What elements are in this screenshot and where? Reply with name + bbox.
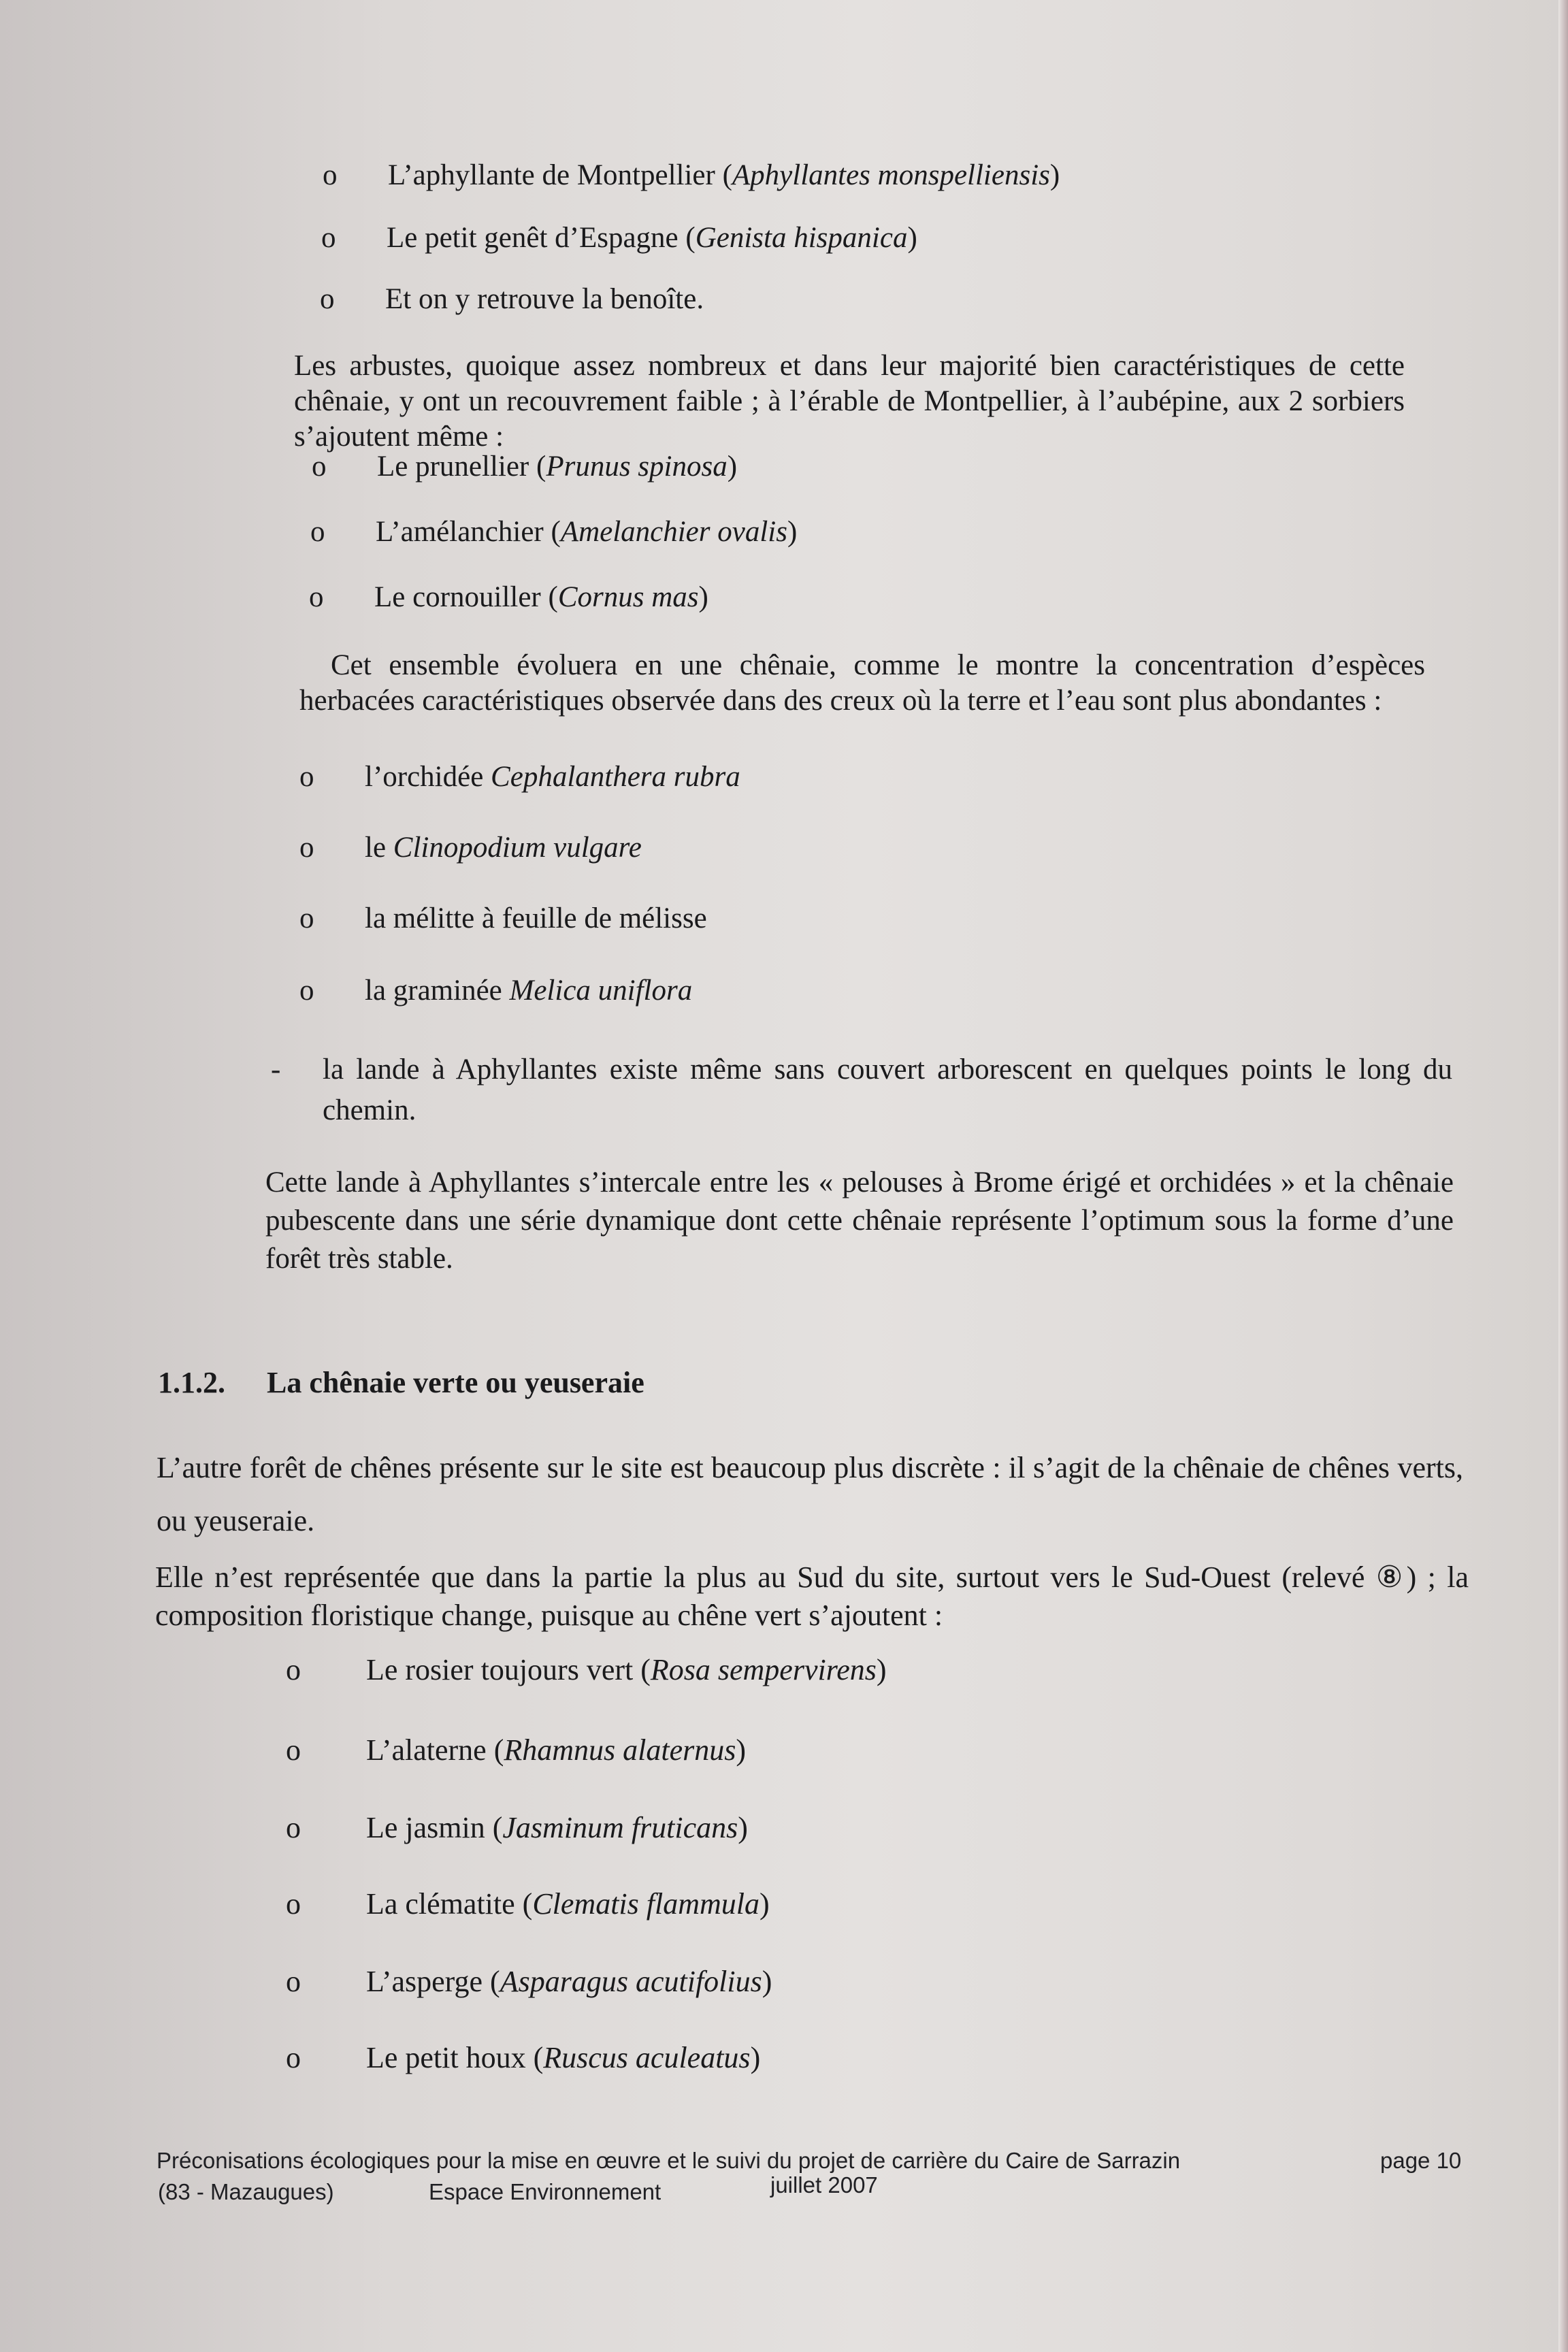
bullet-marker: o [310, 516, 325, 548]
bullet-marker: o [299, 832, 314, 864]
dash-marker: - [271, 1054, 281, 1085]
list-item: o L’alaterne (Rhamnus alaternus) [286, 1733, 747, 1767]
list-item: o Le petit houx (Ruscus aculeatus) [286, 2041, 761, 2074]
bullet-marker: o [299, 761, 314, 793]
list-item: o Et on y retrouve la benoîte. [320, 282, 704, 317]
bullet-marker: o [321, 222, 336, 254]
bullet-marker: o [286, 2041, 301, 2074]
list-item: o L’amélanchier (Amelanchier ovalis) [310, 514, 797, 550]
list-item: o la mélitte à feuille de mélisse [299, 901, 707, 936]
bullet-marker: o [286, 1965, 301, 1998]
paragraph: Cette lande à Aphyllantes s’intercale entre les « pelouses à Brome érigé et orchidées » et la chênaie pubescente dans une série dynamique dont cette chênaie représente l’optimum sous la forme d’une forêt très stable. [265, 1166, 1454, 1275]
bullet-marker: o [309, 581, 324, 613]
paragraph: Cet ensemble évoluera en une chênaie, comme le montre la concentration d’espèces herbacées caractéristiques observée dans des creux où la terre et l’eau sont plus abondantes : [299, 649, 1425, 717]
footer-organization: Espace Environnement [429, 2179, 662, 2204]
list-item: o Le petit genêt d’Espagne (Genista hispanica) [321, 220, 917, 256]
list-item: o Le rosier toujours vert (Rosa sempervirens) [286, 1653, 887, 1686]
list-item: o L’asperge (Asparagus acutifolius) [286, 1965, 772, 1998]
footer-date: juillet 2007 [770, 2172, 878, 2198]
list-item: o Le cornouiller (Cornus mas) [309, 580, 708, 615]
footer-title: Préconisations écologiques pour la mise en œuvre et le suivi du projet de carrière du Caire de Sarrazin [157, 2148, 1181, 2173]
bullet-marker: o [299, 902, 314, 934]
page-number: page 10 [1380, 2148, 1462, 2173]
page-edge [1558, 0, 1568, 2352]
bullet-marker: o [286, 1887, 301, 1921]
bullet-marker: o [286, 1653, 301, 1686]
dash-list-item: la lande à Aphyllantes existe même sans couvert arborescent en quelques points le long du chemin. [323, 1054, 1452, 1126]
list-item: o L’aphyllante de Montpellier (Aphyllantes monspelliensis) [323, 158, 1060, 193]
list-item: o La clématite (Clematis flammula) [286, 1887, 770, 1921]
section-heading: 1.1.2. La chênaie verte ou yeuseraie [158, 1366, 644, 1399]
paragraph: L’autre forêt de chênes présente sur le site est beaucoup plus discrète : il s’agit de la chênaie de chênes verts, ou yeuseraie. [157, 1451, 1463, 1537]
list-item: o la graminée Melica uniflora [299, 973, 692, 1009]
bullet-marker: o [286, 1811, 301, 1844]
paragraph: Les arbustes, quoique assez nombreux et dans leur majorité bien caractéristiques de cette chênaie, y ont un recouvrement faible ; à l’érable de Montpellier, à l’aubépine, aux 2 sorbiers s’ajoutent même : [294, 350, 1405, 453]
bullet-marker: o [312, 451, 327, 483]
list-item: o le Clinopodium vulgare [299, 830, 642, 866]
list-item: o l’orchidée Cephalanthera rubra [299, 760, 740, 795]
bullet-marker: o [299, 975, 314, 1007]
paragraph: Elle n’est représentée que dans la partie la plus au Sud du site, surtout vers le Sud-Ouest (relevé ⑧) ; la composition floristique change, puisque au chêne vert s’ajoutent : [155, 1561, 1469, 1632]
bullet-marker: o [320, 283, 335, 315]
bullet-marker: o [323, 159, 338, 191]
list-item: o Le jasmin (Jasminum fruticans) [286, 1811, 748, 1844]
footer-location: (83 - Mazaugues) [158, 2179, 334, 2204]
bullet-marker: o [286, 1733, 301, 1767]
list-item: o Le prunellier (Prunus spinosa) [312, 449, 737, 485]
